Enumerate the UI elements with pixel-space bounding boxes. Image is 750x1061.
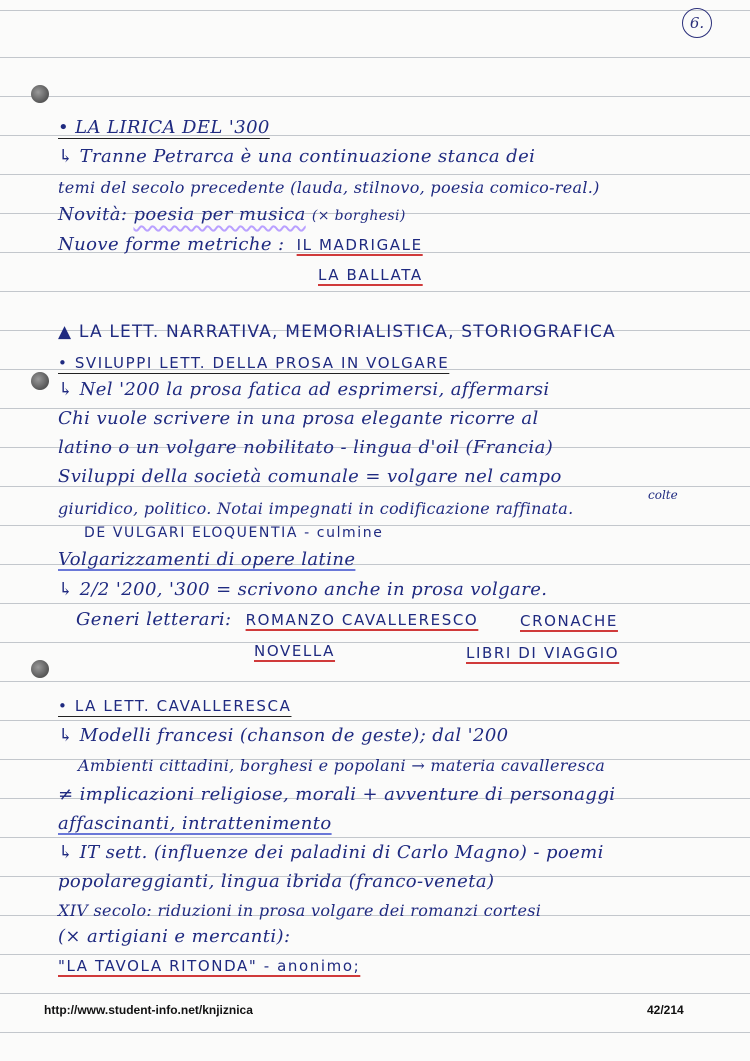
cavalleresca-tavola-ritonda: "LA TAVOLA RITONDA" - anonimo; — [58, 957, 361, 975]
lirica-line-4 — [58, 234, 423, 255]
cavalleresca-line-6: popolareggianti, lingua ibrida (franco-veneta) — [58, 871, 495, 892]
genre-novella: NOVELLA — [254, 642, 336, 660]
generi-label: Generi letterari: — [76, 609, 232, 630]
heading-cavalleresca: • LA LETT. CAVALLERESCA — [58, 697, 292, 715]
binder-hole-icon — [31, 85, 49, 103]
footer-url[interactable]: http://www.student-info.net/knjiznica — [44, 1003, 253, 1017]
lirica-borghesi-note: (× borghesi) — [311, 208, 406, 224]
lirica-line-2: temi del secolo precedente (lauda, stilnovo, poesia comico-real.) — [58, 178, 600, 197]
lirica-madrigale: IL MADRIGALE — [296, 236, 423, 254]
narrativa-de-vulgari: DE VULGARI ELOQUENTIA - culmine — [84, 525, 384, 541]
cavalleresca-line-4: affascinanti, intrattenimento — [58, 813, 332, 834]
heading-lirica: • LA LIRICA DEL '300 — [58, 117, 270, 138]
lirica-ballata: LA BALLATA — [318, 266, 423, 284]
cavalleresca-line-5: ↳ IT sett. (influenze dei paladini di Carlo Magno) - poemi — [58, 842, 604, 863]
cavalleresca-line-7: XIV secolo: riduzioni in prosa volgare dei romanzi cortesi — [58, 901, 542, 920]
narrativa-line-5: giuridico, politico. Notai impegnati in codificazione raffinata. — [58, 499, 574, 518]
cavalleresca-line-2: Ambienti cittadini, borghesi e popolani → materia cavalleresca — [78, 756, 606, 775]
genre-libri-di-viaggio: LIBRI DI VIAGGIO — [466, 644, 620, 662]
narrativa-line-3: latino o un volgare nobilitato - lingua d'oil (Francia) — [58, 437, 554, 458]
binder-hole-icon — [31, 660, 49, 678]
subheading-prosa-volgare: • SVILUPPI LETT. DELLA PROSA IN VOLGARE — [58, 354, 450, 372]
narrativa-line-2: Chi vuole scrivere in una prosa elegante ricorre al — [58, 408, 539, 429]
narrativa-line-1: ↳ Nel '200 la prosa fatica ad esprimersi, affermarsi — [58, 379, 550, 400]
lirica-line-1: ↳ Tranne Petrarca è una continuazione stanca dei — [58, 146, 536, 167]
narrativa-line-4: Sviluppi della società comunale = volgare nel campo — [58, 466, 562, 487]
cavalleresca-line-3: ≠ implicazioni religiose, morali + avventure di personaggi — [58, 784, 616, 805]
narrativa-colte-note: colte — [648, 488, 678, 502]
lirica-novita-label: Novità: — [58, 204, 128, 225]
footer-page-count: 42/214 — [647, 1003, 684, 1017]
lirica-line-3 — [58, 204, 406, 225]
narrativa-volgarizzamenti: Volgarizzamenti di opere latine — [58, 549, 356, 570]
narrativa-line-8: ↳ 2/2 '200, '300 = scrivono anche in prosa volgare. — [58, 579, 548, 600]
cavalleresca-line-8: (× artigiani e mercanti): — [58, 926, 291, 947]
lirica-poesia-per-musica: poesia per musica — [133, 204, 306, 225]
narrativa-line-9 — [76, 609, 478, 630]
page-number: 6. — [682, 8, 712, 38]
genre-romanzo-cavalleresco: ROMANZO CAVALLERESCO — [245, 611, 479, 629]
lirica-forme-label: Nuove forme metriche : — [58, 234, 285, 255]
genre-cronache: CRONACHE — [520, 612, 618, 630]
binder-hole-icon — [31, 372, 49, 390]
cavalleresca-line-1: ↳ Modelli francesi (chanson de geste); dal '200 — [58, 725, 509, 746]
heading-narrativa: ▲ LA LETT. NARRATIVA, MEMORIALISTICA, STORIOGRAFICA — [58, 322, 616, 342]
